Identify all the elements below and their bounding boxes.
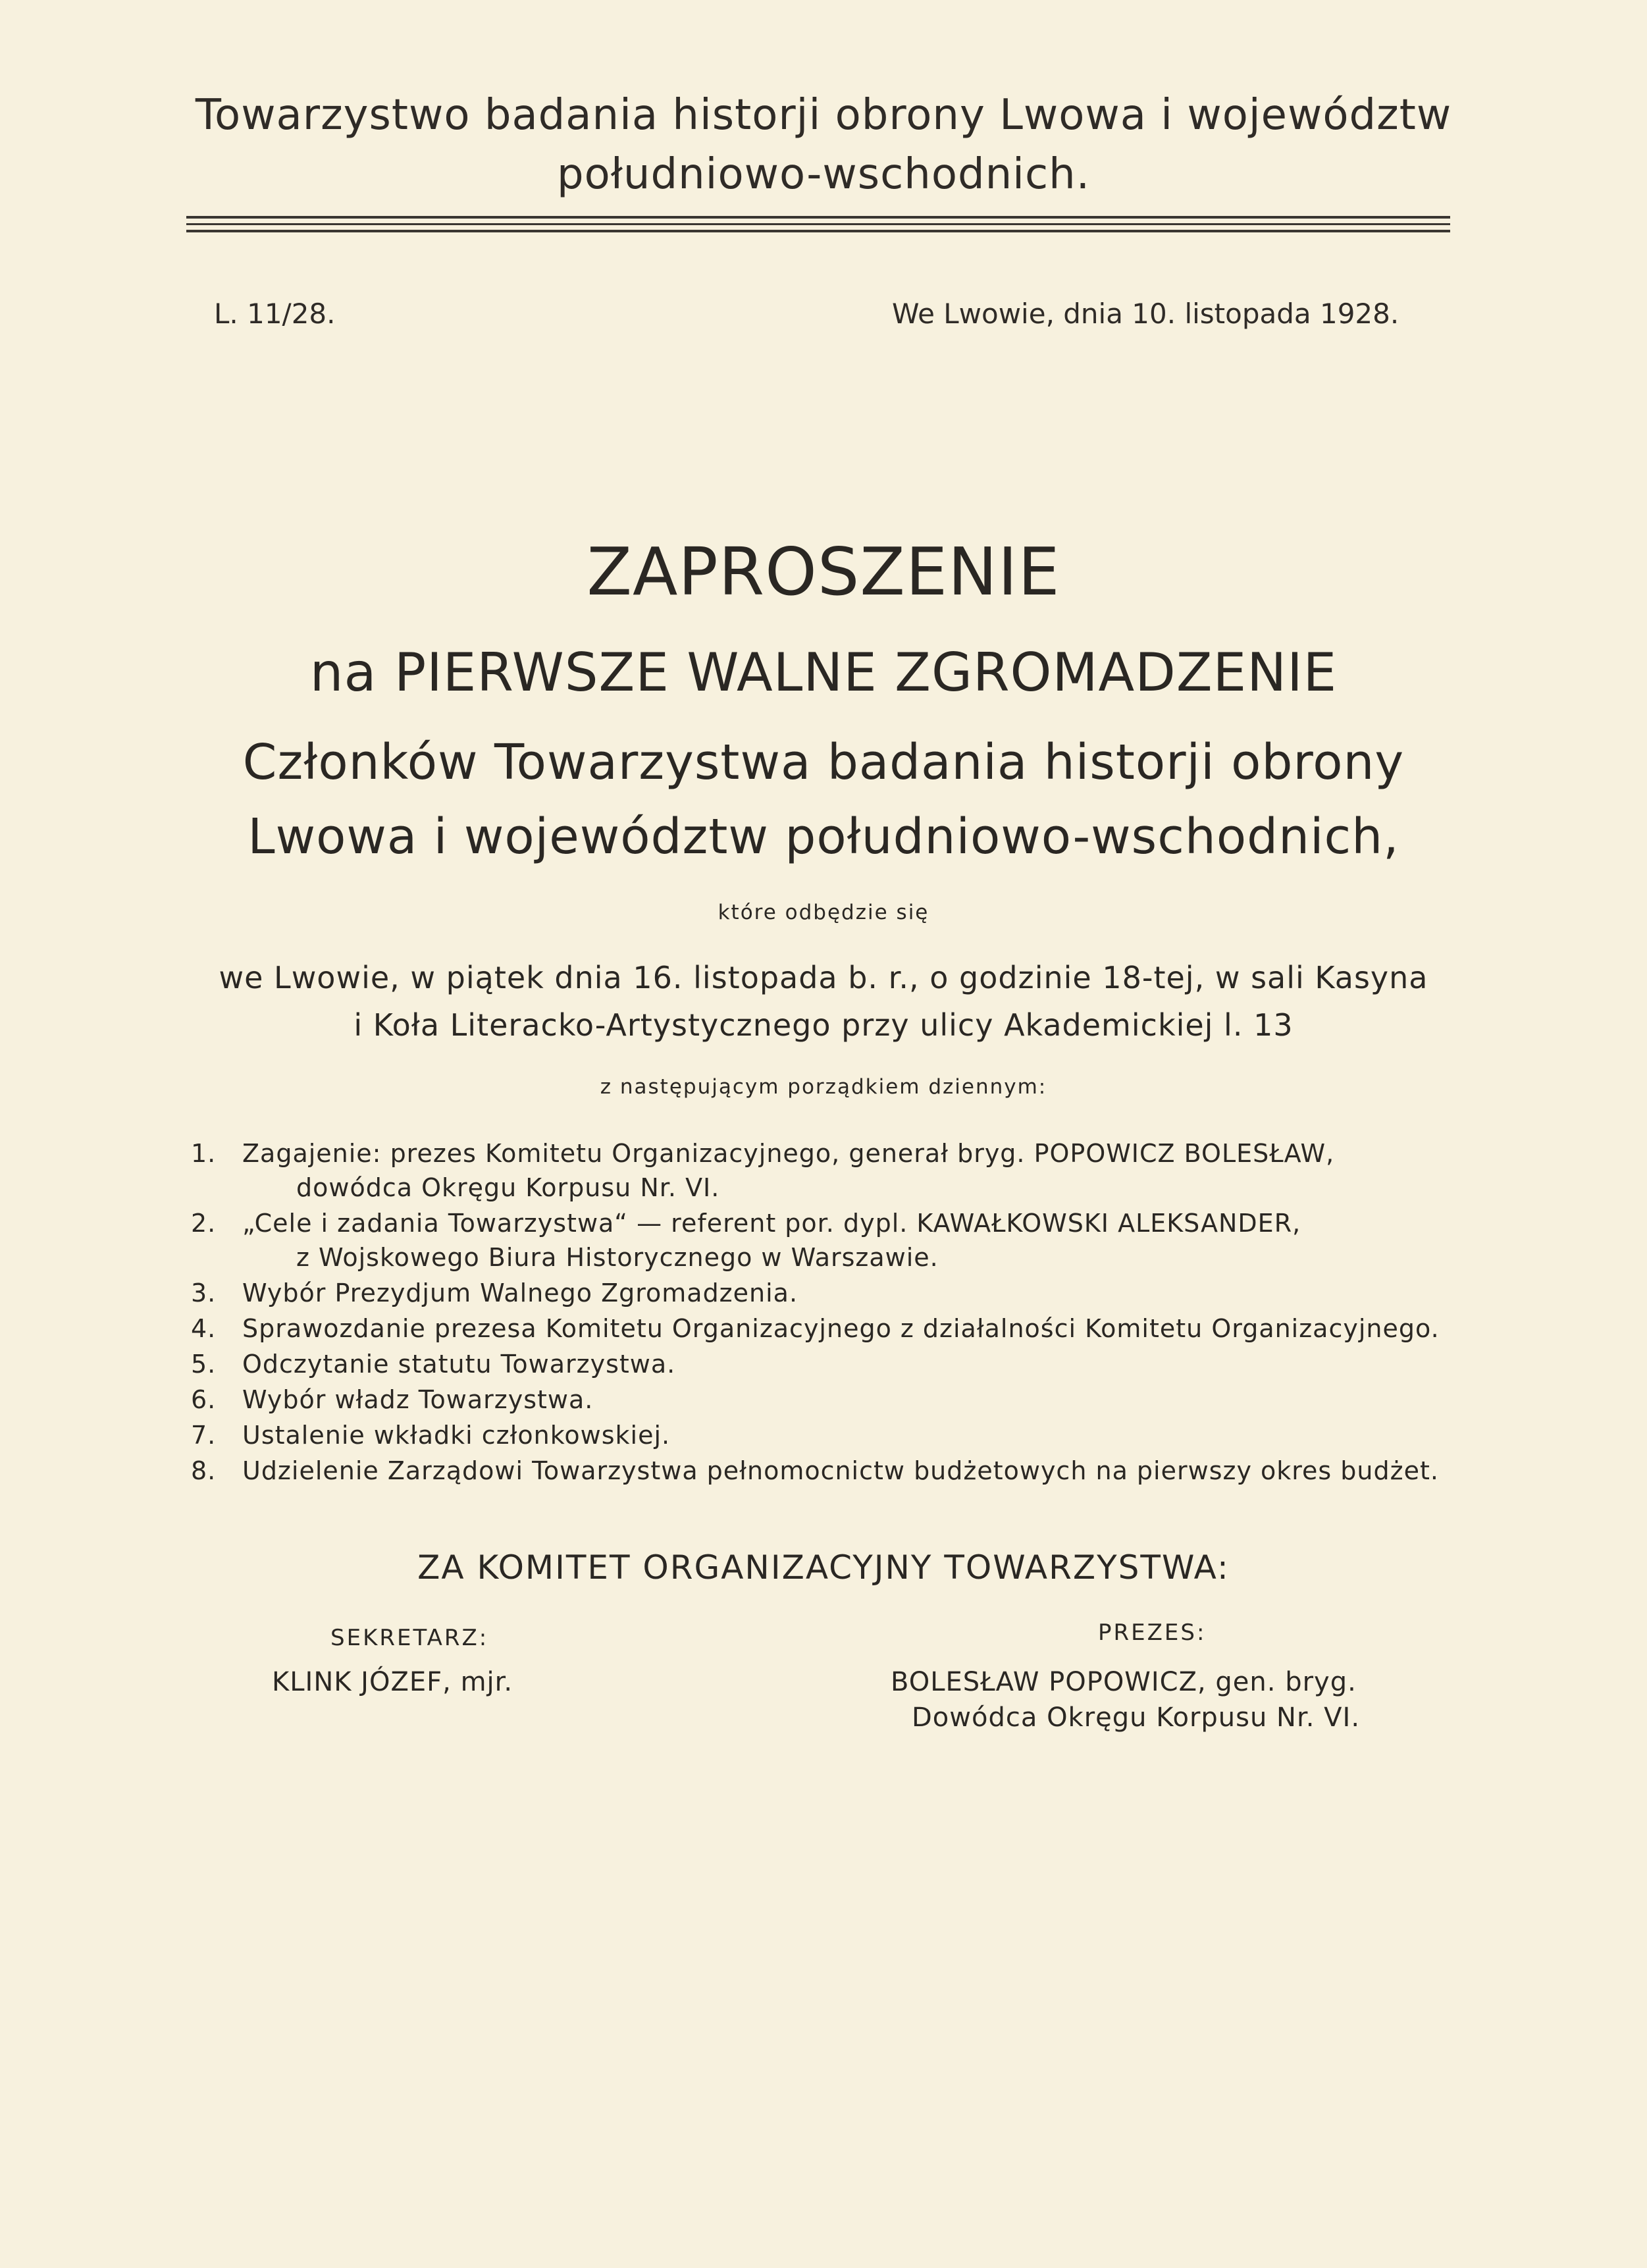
agenda-number: 2.: [191, 1209, 217, 1238]
agenda-text: Ustalenie wkładki członkowskiej.: [242, 1421, 671, 1450]
agenda-number: 7.: [191, 1421, 217, 1450]
venue-line-1: we Lwowie, w piątek dnia 16. listopada b. r., o godzinie 18-tej, w sali Kasyna: [219, 960, 1428, 995]
venue-line-2: i Koła Literacko-Artystycznego przy ulicy Akademickiej l. 13: [353, 1007, 1294, 1043]
agenda-intro: z następującym porządkiem dziennym:: [600, 1075, 1047, 1099]
secretary-role: SEKRETARZ:: [330, 1625, 489, 1651]
agenda-item-8: [191, 1456, 1439, 1485]
members-line-2: Lwowa i województw południowo-wschodnich,: [248, 808, 1399, 865]
members-line-1: Członków Towarzystwa badania historji obrony: [242, 734, 1405, 791]
agenda-number: 1.: [191, 1139, 217, 1168]
agenda-text: Sprawozdanie prezesa Komitetu Organizacyjnego z działalności Komitetu Organizacyjnego.: [242, 1314, 1440, 1343]
president-name: BOLESŁAW POPOWICZ, gen. bryg.: [891, 1667, 1357, 1697]
reference-number: L. 11/28.: [214, 298, 336, 330]
agenda-text: Wybór Prezydjum Walnego Zgromadzenia.: [242, 1279, 798, 1307]
agenda-item-1-continuation: dowódca Okręgu Korpusu Nr. VI.: [296, 1173, 720, 1202]
organization-name-line-2: południowo-wschodnich.: [556, 150, 1091, 199]
document-subtitle: na PIERWSZE WALNE ZGROMADZENIE: [309, 642, 1338, 703]
agenda-item-6: [191, 1385, 593, 1414]
agenda-number: 4.: [191, 1314, 217, 1343]
president-role: PREZES:: [1098, 1620, 1207, 1646]
document-title: ZAPROSZENIE: [587, 533, 1060, 610]
agenda-number: 5.: [191, 1350, 217, 1379]
header-rule-bottom: [186, 230, 1450, 232]
agenda-text: Zagajenie: prezes Komitetu Organizacyjnego, generał bryg. POPOWICZ BOLESŁAW,: [242, 1139, 1335, 1168]
agenda-item-4: [191, 1314, 1440, 1343]
which-will-take-place: które odbędzie się: [718, 901, 929, 924]
agenda-text: „Cele i zadania Towarzystwa“ — referent por. dypl. KAWAŁKOWSKI ALEKSANDER,: [242, 1209, 1301, 1238]
dateline: We Lwowie, dnia 10. listopada 1928.: [892, 298, 1399, 330]
agenda-number: 8.: [191, 1456, 217, 1485]
agenda-item-5: [191, 1350, 675, 1379]
agenda-item-2-continuation: z Wojskowego Biura Historycznego w Warszawie.: [296, 1243, 939, 1272]
organization-name-line-1: Towarzystwo badania historji obrony Lwowa i województw: [195, 91, 1452, 140]
agenda-item-7: [191, 1421, 670, 1450]
committee-heading: ZA KOMITET ORGANIZACYJNY TOWARZYSTWA:: [417, 1548, 1230, 1587]
agenda-item-2: [191, 1209, 1301, 1238]
header-rule-top: [186, 216, 1450, 219]
agenda-text: Odczytanie statutu Towarzystwa.: [242, 1350, 676, 1379]
agenda-text: Wybór władz Towarzystwa.: [242, 1385, 594, 1414]
agenda-number: 6.: [191, 1385, 217, 1414]
header-rule-middle: [186, 223, 1450, 225]
agenda-text: Udzielenie Zarządowi Towarzystwa pełnomocnictw budżetowych na pierwszy okres budżet.: [242, 1456, 1439, 1485]
agenda-item-1: [191, 1139, 1334, 1168]
agenda-item-3: [191, 1279, 798, 1307]
president-title: Dowódca Okręgu Korpusu Nr. VI.: [912, 1702, 1361, 1733]
secretary-name: KLINK JÓZEF, mjr.: [272, 1667, 513, 1697]
agenda-number: 3.: [191, 1279, 217, 1307]
